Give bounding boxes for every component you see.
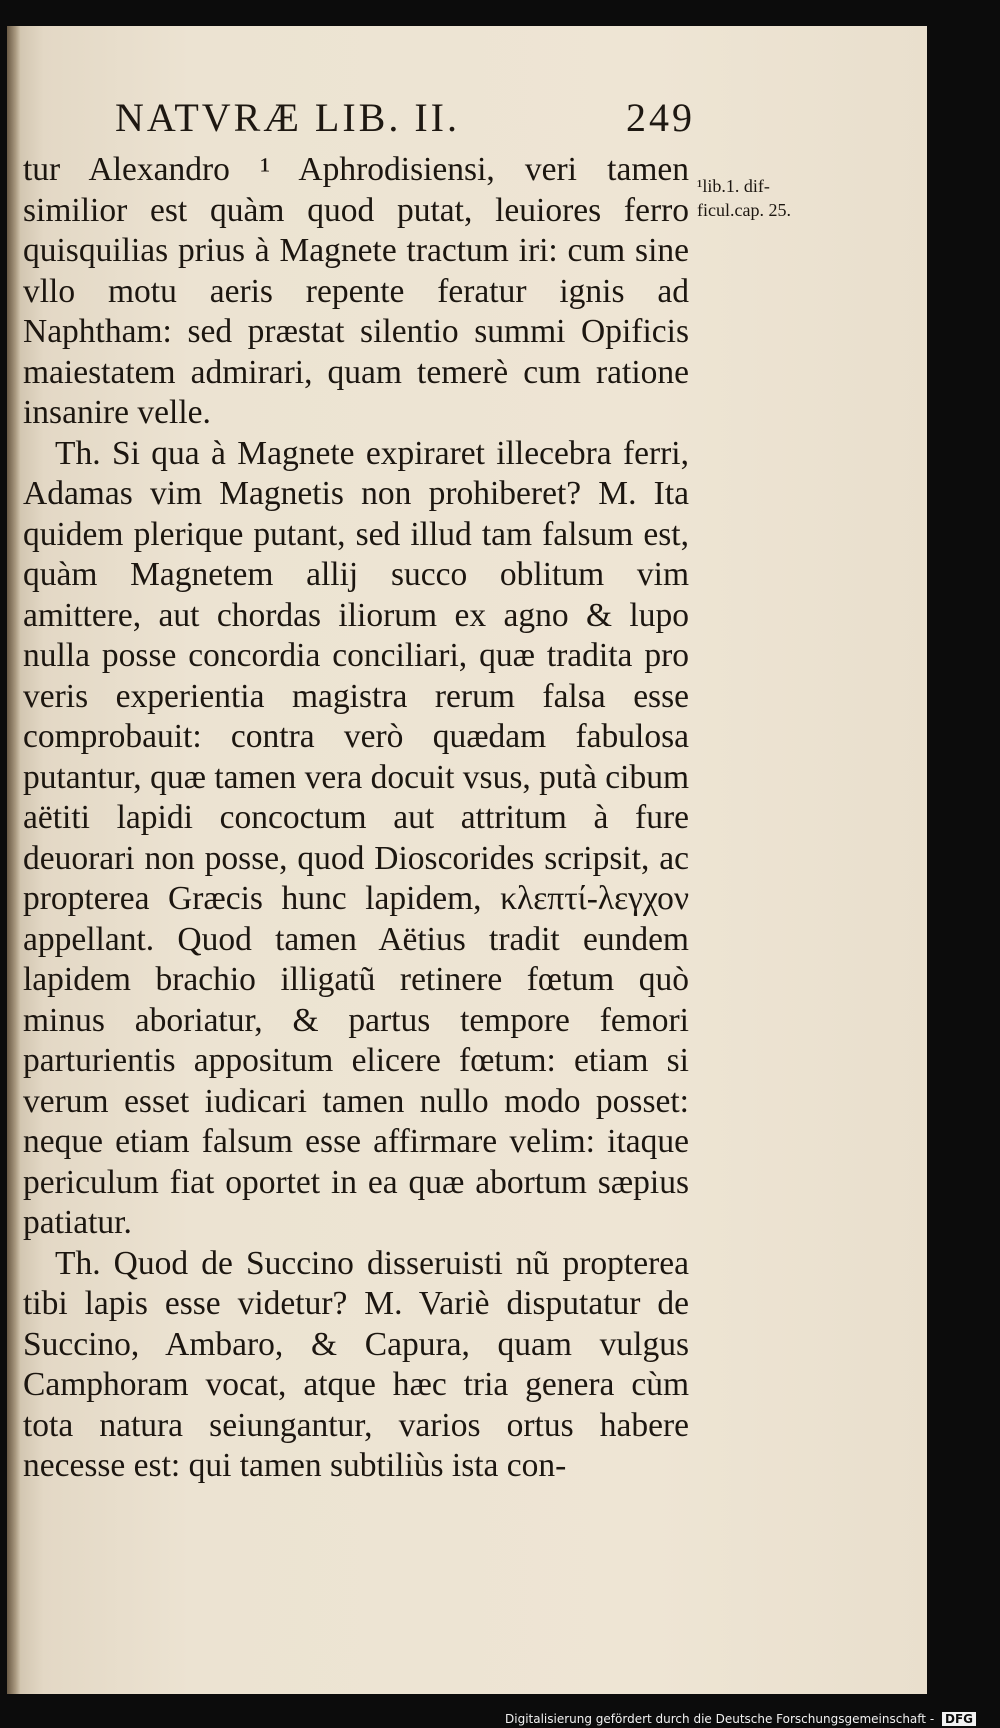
paragraph: Th. Quod de Succino disseruisti nũ propterea tibi lapis esse videtur? M. Variè disputatur de Succino, Ambaro, & Capura, quam vulgus Camphoram vocat, atque hæc tria genera cùm tota natura seiungantur, varios ortus habere necesse est: qui tamen subtiliùs ista con- [23, 1244, 689, 1484]
dfg-logo: DFG [942, 1712, 976, 1726]
page-gutter [7, 26, 21, 1694]
book-page [7, 26, 927, 1694]
paragraph: Th. Si qua à Magnete expiraret illecebra ferri, Adamas vim Magnetis non prohiberet? M. Ita quidem plerique putant, sed illud tam falsum est, quàm Magnetem allij succo oblitum vim amittere, aut chordas iliorum ex agno & lupo nulla posse concordia conciliari, quæ tradita pro veris experientia magistra rerum falsa esse comprobauit: contra verò quædam fabulosa putantur, quæ tamen vera docuit vsus, putà cibum aëtiti lapidi concoctum aut attritum à fure deuorari non posse, quod Dioscorides scripsit, ac propterea Græcis hunc lapidem, κλεπτί-λεγχον appellant. Quod tamen Aëtius tradit eundem lapidem brachio illigatũ retinere fœtum quò minus aboriatur, & partus tempore femori parturientis appositum elicere fœtum: etiam si verum esset iudicari tamen nullo modo posset: neque etiam falsum esse affirmare velim: itaque periculum fiat oportet in ea quæ abortum sæpius patiatur. [23, 434, 689, 1241]
paragraph: tur Alexandro ¹ Aphrodisiensi, veri tamen similior est quàm quod putat, leuiores ferro quisquilias prius à Magnete tractum iri: cum sine vllo motu aeris repente feratur ignis ad Naphtham: sed præstat silentio summi Opificis maiestatem admirari, quam temerè cum ratione insanire velle. [23, 151, 689, 431]
digitization-footer [0, 1712, 1000, 1726]
footer-credit: Digitalisierung gefördert durch die Deutsche Forschungsgemeinschaft - [505, 1712, 935, 1726]
main-text [23, 150, 689, 1487]
running-header [115, 94, 695, 154]
page-number: 249 [626, 95, 695, 140]
marginal-note: ¹lib.1. dif-ficul.cap. 25. [697, 176, 791, 220]
running-title: NATVRÆ LIB. II. [115, 95, 460, 140]
